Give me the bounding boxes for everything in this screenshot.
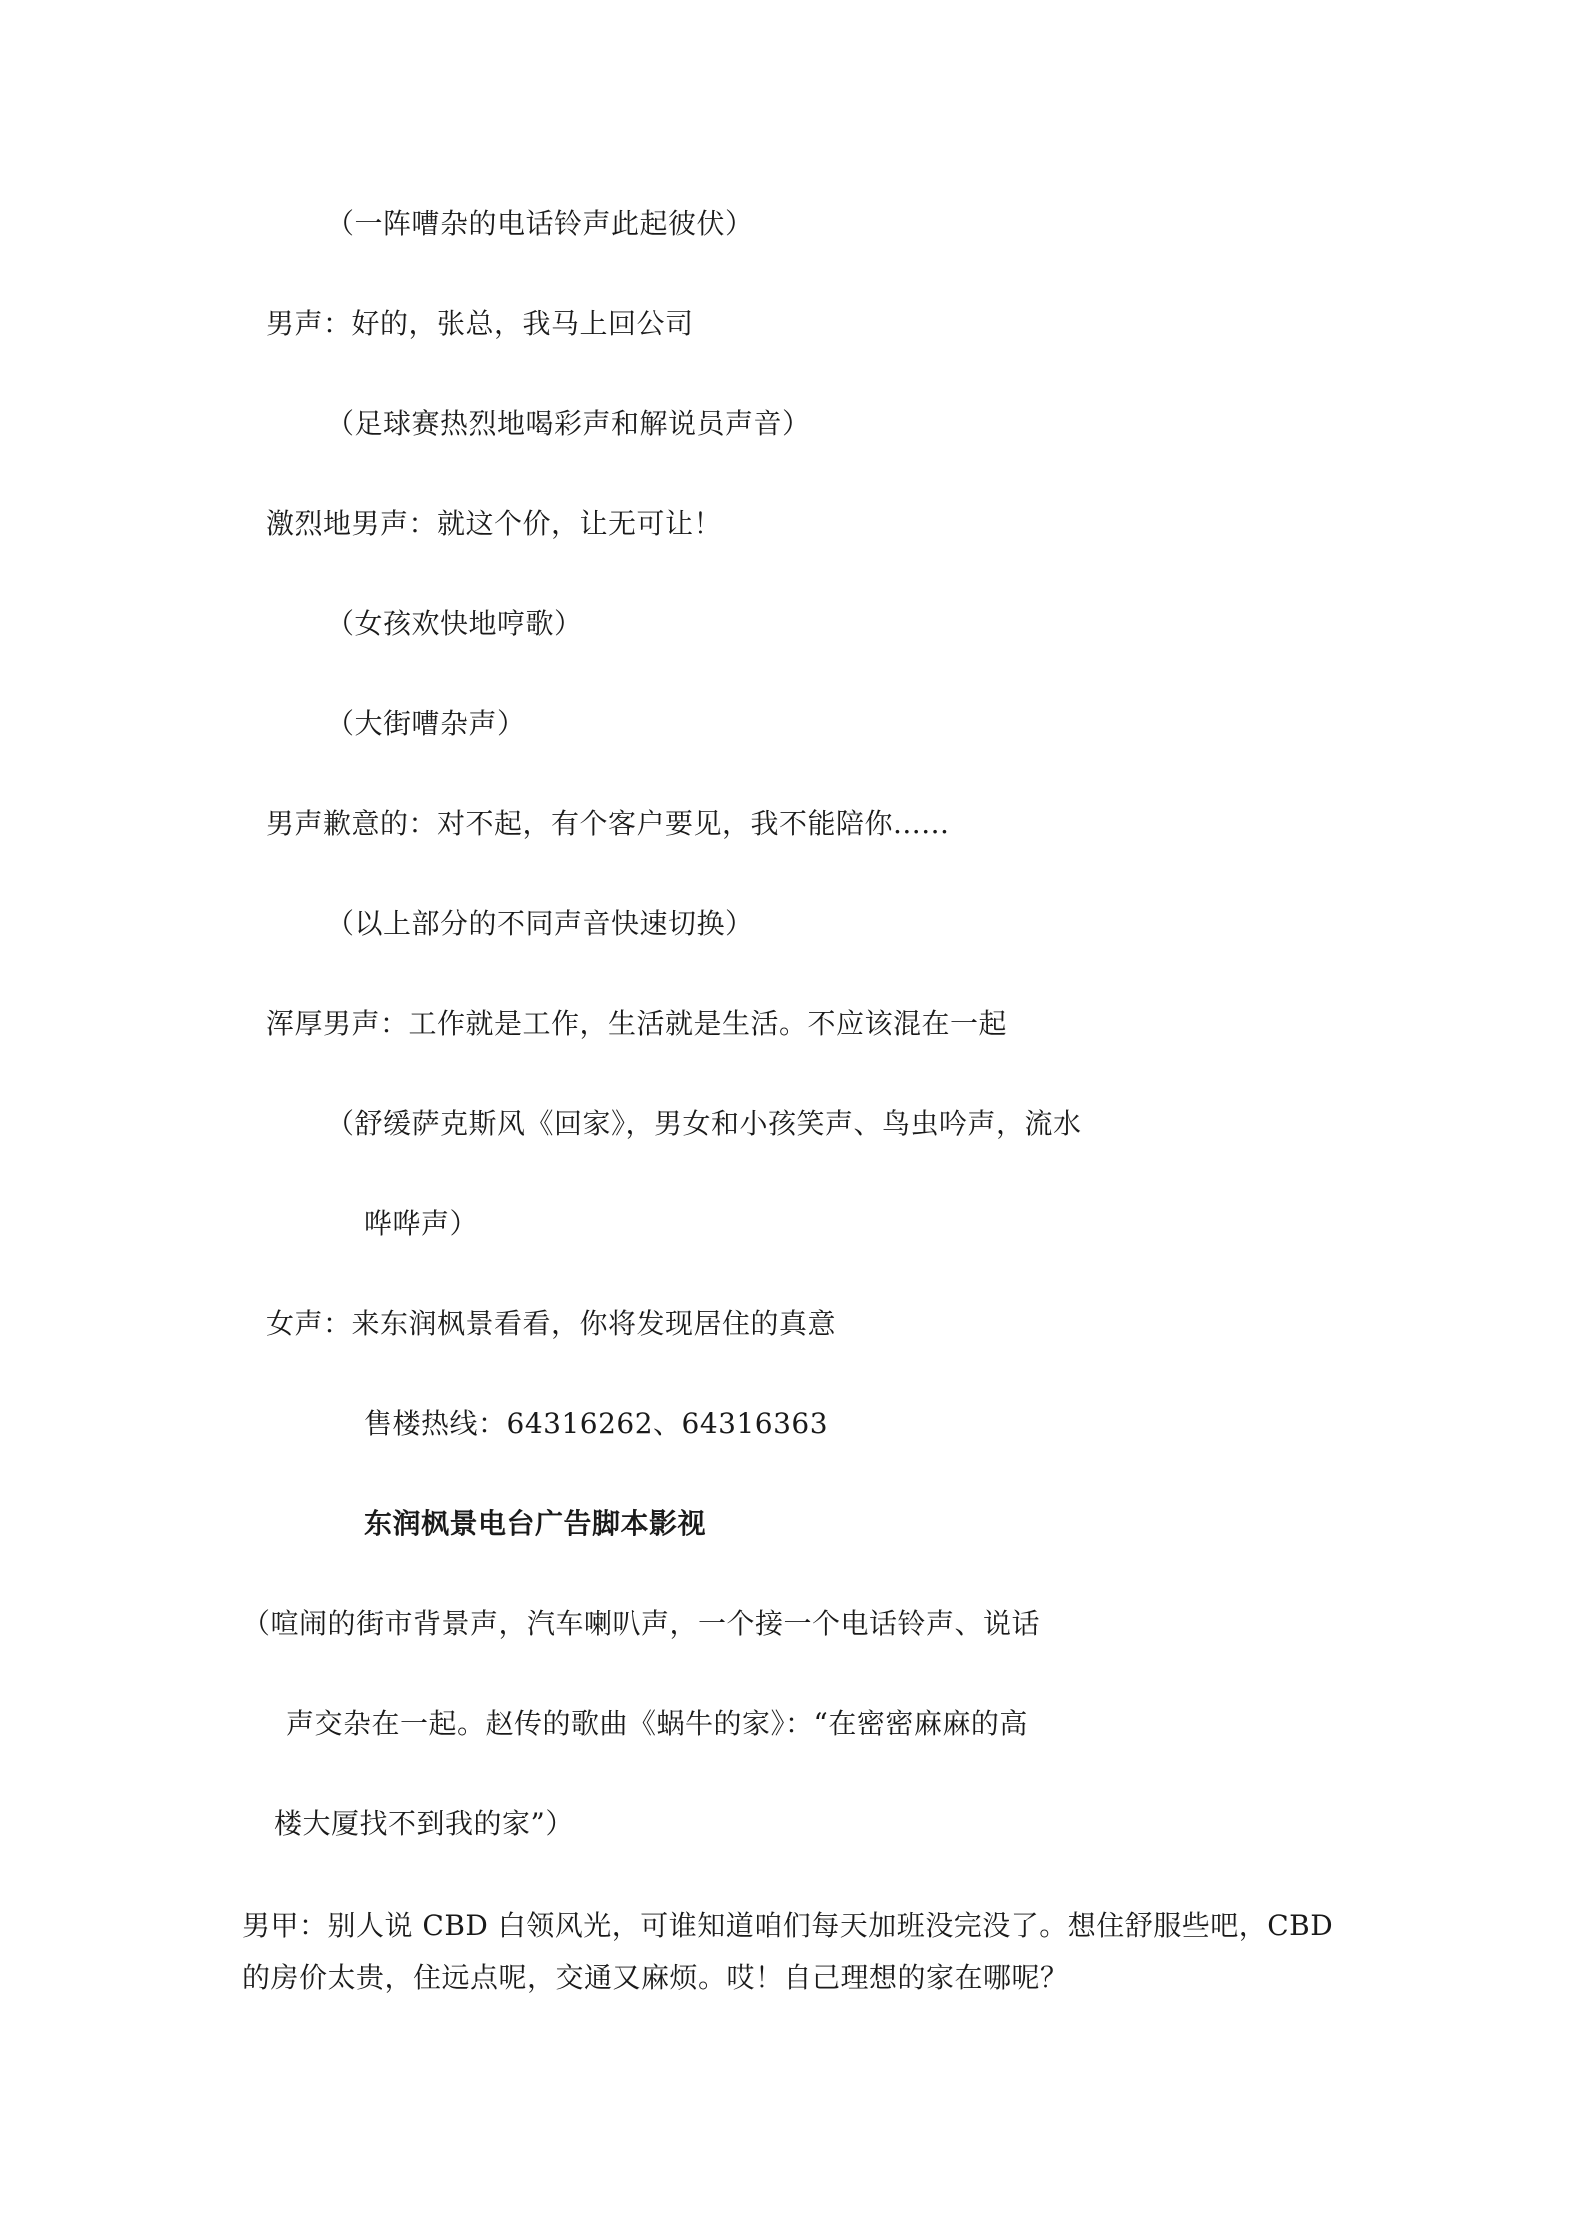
- dialogue-paragraph-male-a: 男甲：别人说 CBD 白领风光，可谁知道咱们每天加班没完没了。想住舒服些吧，CBD 的房价太贵，住远点呢，交通又麻烦。哎！自己理想的家在哪呢？: [242, 1909, 1334, 1994]
- dialogue-apologetic-male: 男声歉意的：对不起，有个客户要见，我不能陪你......: [266, 807, 950, 840]
- sound-cue-saxophone: （舒缓萨克斯风《回家》，男女和小孩笑声、鸟虫吟声，流水: [326, 1107, 1082, 1140]
- sound-cue-phone-ringing: （一阵嘈杂的电话铃声此起彼伏）: [326, 207, 754, 240]
- dialogue-excited-male: 激烈地男声：就这个价，让无可让！: [266, 507, 723, 540]
- sound-cue-girl-humming: （女孩欢快地哼歌）: [326, 607, 583, 640]
- scene-description-line-1: （喧闹的街市背景声，汽车喇叭声，一个接一个电话铃声、说话: [242, 1607, 1041, 1640]
- section-heading: 东润枫景电台广告脚本影视: [364, 1507, 707, 1540]
- sound-cue-football: （足球赛热烈地喝彩声和解说员声音）: [326, 407, 811, 440]
- sound-cue-switching: （以上部分的不同声音快速切换）: [326, 907, 754, 940]
- sales-hotline: 售楼热线：64316262、64316363: [364, 1407, 829, 1440]
- dialogue-male-voice: 男声：好的，张总，我马上回公司: [266, 307, 694, 340]
- scene-description-line-2: 声交杂在一起。赵传的歌曲《蜗牛的家》：“在密密麻麻的高: [286, 1707, 1028, 1740]
- scene-description-line-3: 楼大厦找不到我的家”）: [274, 1807, 574, 1840]
- sound-cue-street: （大街嘈杂声）: [326, 707, 526, 740]
- sound-cue-saxophone-continued: 哗哗声）: [364, 1207, 479, 1240]
- dialogue-deep-male: 浑厚男声：工作就是工作，生活就是生活。不应该混在一起: [266, 1007, 1008, 1040]
- dialogue-female-voice: 女声：来东润枫景看看，你将发现居住的真意: [266, 1307, 837, 1340]
